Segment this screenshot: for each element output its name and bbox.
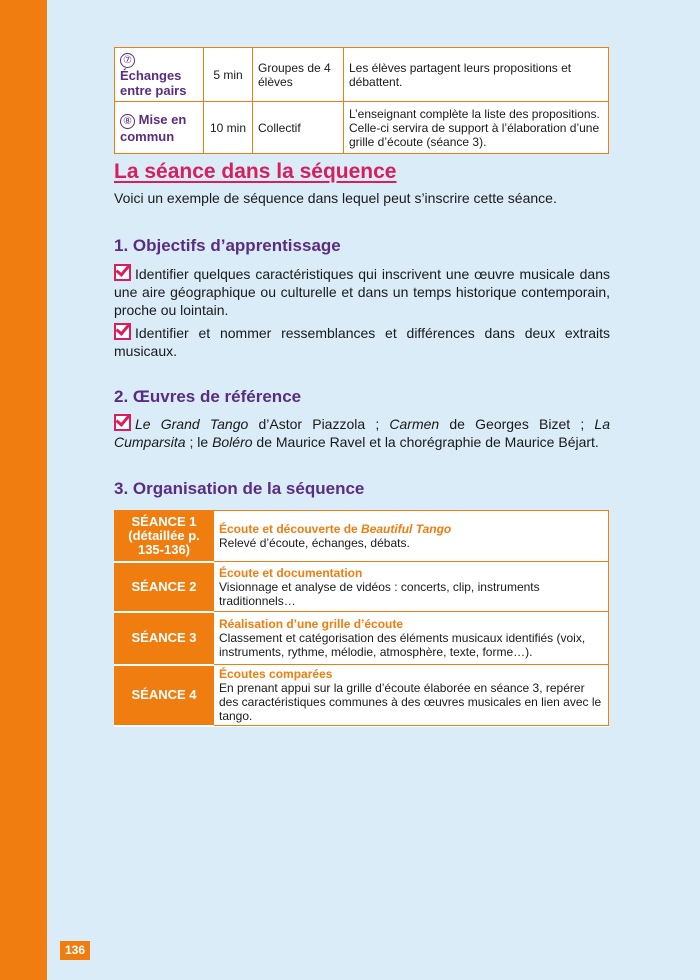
seance-sub: (détaillée p. 135-136) (128, 527, 200, 557)
page-number: 136 (60, 941, 90, 960)
works-item (114, 414, 610, 451)
seance-text: Relevé d’écoute, échanges, débats. (219, 536, 410, 550)
objective-item (114, 264, 610, 319)
step-number: ⑧ (120, 114, 135, 129)
seance-text: Classement et catégorisation des éléments musicaux identifiés (voix, instruments, rythme, mélodie, atmosphère, texte, forme…). (219, 631, 586, 659)
step-number: ⑦ (120, 53, 135, 68)
seance-title-text: Écoute et découverte de (219, 522, 362, 536)
table-row (115, 511, 609, 562)
activity-step (115, 48, 204, 102)
activity-duration: 5 min (204, 48, 253, 102)
activity-group: Collectif (253, 102, 344, 154)
organisation-heading: 3. Organisation de la séquence (114, 479, 365, 498)
activities-table (114, 47, 609, 154)
work-author: ; le (185, 434, 213, 450)
section-title: La séance dans la séquence (114, 160, 397, 183)
sequence-table (114, 510, 609, 727)
checkbox-icon (114, 414, 131, 431)
side-bar (0, 0, 47, 980)
work-title: La Cumparsita (114, 416, 610, 450)
seance-title-work: Beautiful Tango (361, 522, 452, 536)
intro-text: Voici un exemple de séquence dans lequel peut s’inscrire cette séance. (114, 190, 557, 206)
table-row (115, 562, 609, 612)
seance-title (219, 522, 603, 536)
work-author: d’Astor Piazzola ; (248, 416, 390, 432)
table-row (115, 48, 609, 102)
checkbox-icon (114, 323, 131, 340)
seance-text: Visionnage et analyse de vidéos : concerts, clip, instruments traditionnels… (219, 579, 540, 608)
seance-content (214, 562, 609, 612)
seance-content (214, 665, 609, 726)
seance-number: SÉANCE 1 (131, 513, 197, 529)
seance-label (115, 511, 214, 562)
objectives-heading: 1. Objectifs d’apprentissage (114, 236, 341, 255)
objective-item (114, 323, 610, 360)
seance-title: Écoute et documentation (219, 565, 363, 580)
objective-text: Identifier et nommer ressemblances et différences dans deux extraits musicaux. (114, 325, 610, 359)
activity-description: Les élèves partagent leurs propositions et débattent. (344, 48, 609, 102)
work-title: Carmen (389, 416, 440, 432)
seance-label: SÉANCE 3 (115, 612, 214, 665)
step-label: Échanges entre pairs (120, 68, 187, 98)
seance-title: Écoutes comparées (219, 667, 333, 681)
works-heading: 2. Œuvres de référence (114, 387, 302, 406)
activity-duration: 10 min (204, 102, 253, 154)
work-author: de Georges Bizet ; (439, 416, 595, 432)
work-author: de Maurice Ravel et la chorégraphie de Maurice Béjart. (252, 434, 599, 450)
table-row (115, 665, 609, 726)
work-title: Le Grand Tango (135, 416, 249, 432)
step-label: Mise en commun (120, 111, 187, 144)
activity-group: Groupes de 4 élèves (253, 48, 344, 102)
table-row (115, 102, 609, 154)
seance-title: Réalisation d’une grille d’écoute (219, 617, 404, 631)
seance-label: SÉANCE 4 (115, 665, 214, 726)
seance-label: SÉANCE 2 (115, 562, 214, 612)
activity-step (115, 102, 204, 154)
activity-description: L’enseignant complète la liste des propositions. Celle-ci servira de support à l’élaboration d’une grille d’écoute (séance 3). (344, 102, 609, 154)
seance-content (214, 612, 609, 665)
work-title: Boléro (212, 434, 253, 450)
table-row (115, 612, 609, 665)
checkbox-icon (114, 264, 131, 281)
objective-text: Identifier quelques caractéristiques qui inscrivent une œuvre musicale dans une aire géographique ou culturelle et dans un temps historique contemporain, proche ou lointain. (114, 266, 610, 318)
seance-text: En prenant appui sur la grille d’écoute élaborée en séance 3, repérer des caractéristiques communes à des œuvres musicales en lien avec le tango. (219, 681, 602, 723)
seance-content (214, 511, 609, 562)
